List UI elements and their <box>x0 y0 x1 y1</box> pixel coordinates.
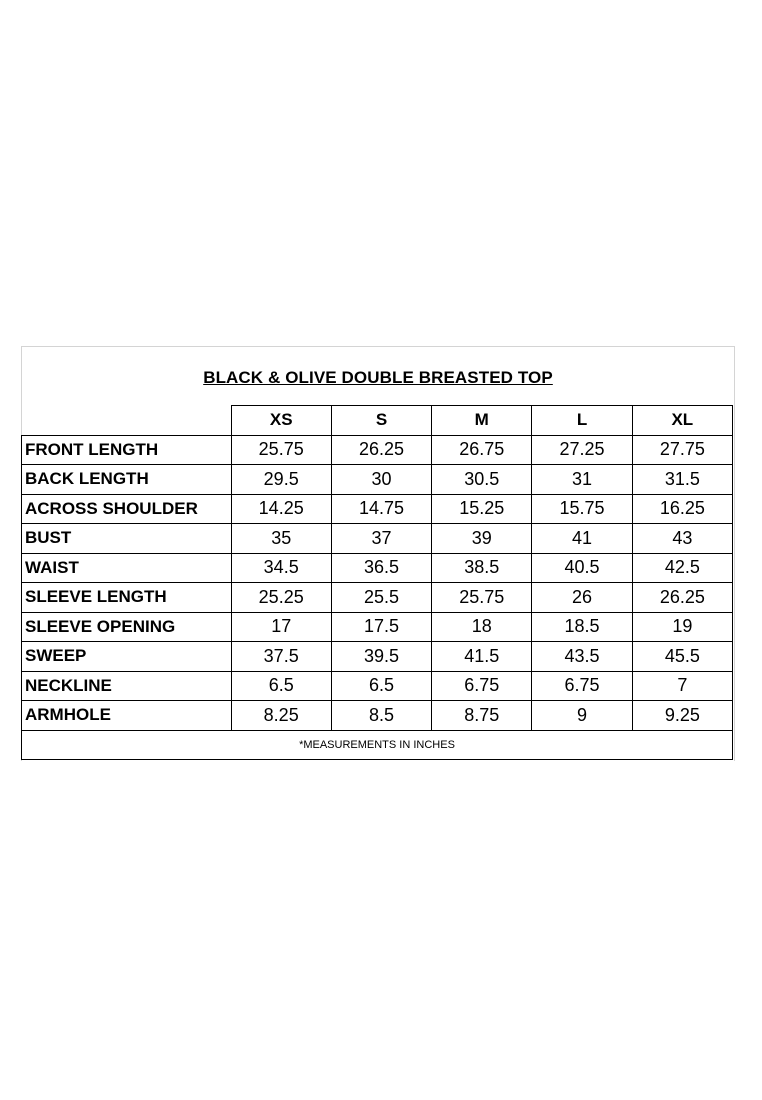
table-row <box>22 671 733 701</box>
measurement-value: 25.25 <box>231 583 331 613</box>
measurement-value: 36.5 <box>331 553 431 583</box>
measurement-value: 30 <box>331 465 431 495</box>
measurement-value: 31 <box>532 465 632 495</box>
measurement-value: 8.25 <box>231 701 331 731</box>
measurement-label: ACROSS SHOULDER <box>22 494 232 524</box>
measurement-label: FRONT LENGTH <box>22 435 232 465</box>
table-row <box>22 612 733 642</box>
measurement-value: 26.25 <box>632 583 732 613</box>
table-row <box>22 524 733 554</box>
measurement-value: 26 <box>532 583 632 613</box>
measurement-value: 38.5 <box>432 553 532 583</box>
measurement-value: 29.5 <box>231 465 331 495</box>
table-row <box>22 701 733 731</box>
measurement-value: 18 <box>432 612 532 642</box>
measurement-label: WAIST <box>22 553 232 583</box>
measurement-value: 6.5 <box>331 671 431 701</box>
measurement-value: 8.5 <box>331 701 431 731</box>
measurement-value: 6.5 <box>231 671 331 701</box>
measurement-value: 19 <box>632 612 732 642</box>
measurement-value: 39.5 <box>331 642 431 672</box>
measurement-value: 16.25 <box>632 494 732 524</box>
measurement-value: 45.5 <box>632 642 732 672</box>
measurement-value: 17 <box>231 612 331 642</box>
measurement-value: 39 <box>432 524 532 554</box>
corner-cell <box>22 406 232 436</box>
measurement-value: 41 <box>532 524 632 554</box>
measurement-value: 14.25 <box>231 494 331 524</box>
measurement-value: 34.5 <box>231 553 331 583</box>
size-header: L <box>532 406 632 436</box>
table-row <box>22 553 733 583</box>
measurement-label: SWEEP <box>22 642 232 672</box>
measurement-label: SLEEVE OPENING <box>22 612 232 642</box>
measurement-label: BUST <box>22 524 232 554</box>
measurement-label: NECKLINE <box>22 671 232 701</box>
measurement-value: 9.25 <box>632 701 732 731</box>
measurement-value: 27.25 <box>532 435 632 465</box>
measurement-value: 25.75 <box>432 583 532 613</box>
table-row <box>22 494 733 524</box>
measurement-value: 15.75 <box>532 494 632 524</box>
measurement-value: 43 <box>632 524 732 554</box>
size-header: S <box>331 406 431 436</box>
size-header: XS <box>231 406 331 436</box>
measurement-value: 8.75 <box>432 701 532 731</box>
measurement-value: 27.75 <box>632 435 732 465</box>
size-chart <box>21 346 735 761</box>
table-row <box>22 435 733 465</box>
measurement-value: 37 <box>331 524 431 554</box>
header-row <box>22 406 733 436</box>
note-row <box>22 730 733 759</box>
measurement-value: 42.5 <box>632 553 732 583</box>
measurement-value: 43.5 <box>532 642 632 672</box>
measurement-value: 26.75 <box>432 435 532 465</box>
title-row <box>22 347 734 405</box>
table-row <box>22 465 733 495</box>
measurement-value: 6.75 <box>532 671 632 701</box>
measurement-value: 35 <box>231 524 331 554</box>
measurement-value: 18.5 <box>532 612 632 642</box>
size-header: M <box>432 406 532 436</box>
table-row <box>22 642 733 672</box>
measurement-value: 9 <box>532 701 632 731</box>
measurement-note: *MEASUREMENTS IN INCHES <box>22 730 733 759</box>
size-header: XL <box>632 406 732 436</box>
measurement-value: 40.5 <box>532 553 632 583</box>
measurement-value: 6.75 <box>432 671 532 701</box>
measurement-value: 15.25 <box>432 494 532 524</box>
measurement-value: 30.5 <box>432 465 532 495</box>
measurement-value: 25.75 <box>231 435 331 465</box>
size-table <box>21 405 733 760</box>
measurement-label: SLEEVE LENGTH <box>22 583 232 613</box>
measurement-value: 26.25 <box>331 435 431 465</box>
measurement-label: BACK LENGTH <box>22 465 232 495</box>
measurement-value: 37.5 <box>231 642 331 672</box>
table-row <box>22 583 733 613</box>
measurement-label: ARMHOLE <box>22 701 232 731</box>
measurement-value: 7 <box>632 671 732 701</box>
measurement-value: 41.5 <box>432 642 532 672</box>
measurement-value: 25.5 <box>331 583 431 613</box>
chart-title: BLACK & OLIVE DOUBLE BREASTED TOP <box>203 368 553 387</box>
measurement-value: 14.75 <box>331 494 431 524</box>
measurement-value: 31.5 <box>632 465 732 495</box>
measurement-value: 17.5 <box>331 612 431 642</box>
